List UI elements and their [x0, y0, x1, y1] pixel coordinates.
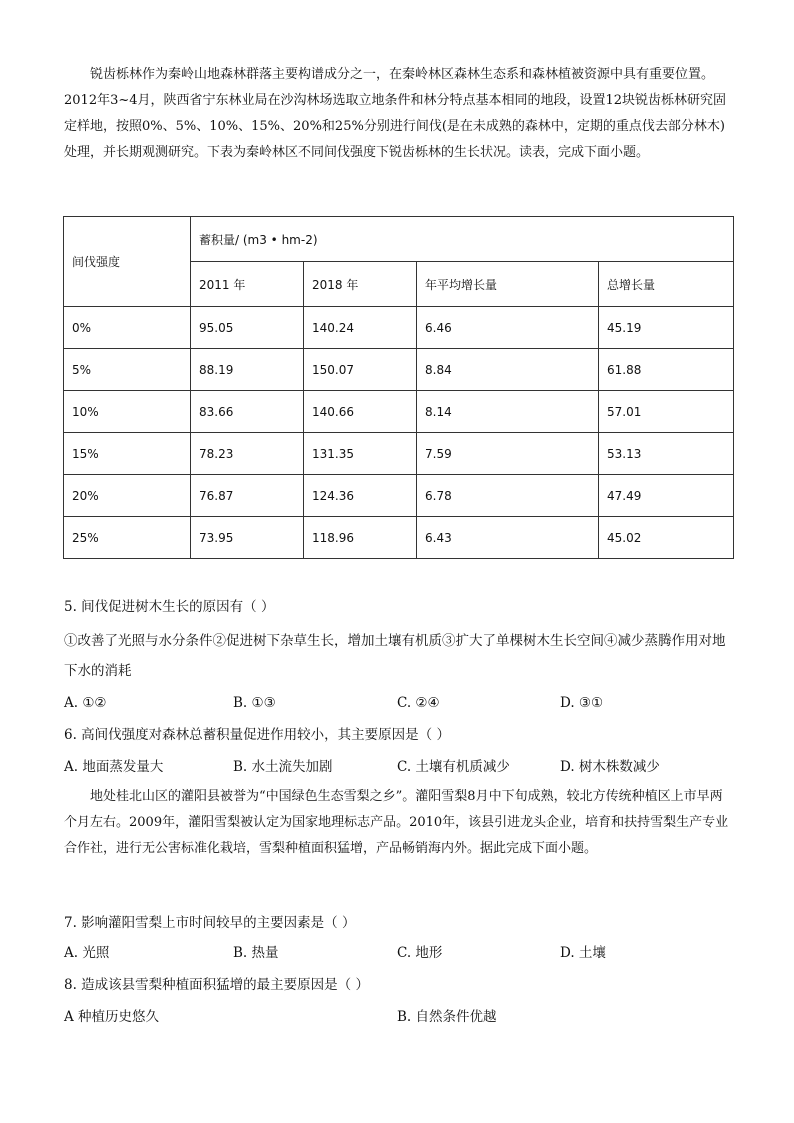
cell-annual: 8.84 — [417, 349, 599, 391]
cell-2011: 73.95 — [191, 517, 304, 559]
cell-annual: 6.78 — [417, 475, 599, 517]
question-8-options — [64, 1006, 734, 1028]
cell-2018: 131.35 — [304, 433, 417, 475]
question-8-stem: 8. 造成该县雪梨种植面积猛增的最主要原因是（ ） — [64, 977, 369, 993]
cell-intensity: 5% — [64, 349, 191, 391]
cell-intensity: 15% — [64, 433, 191, 475]
cell-total: 47.49 — [599, 475, 734, 517]
cell-total: 61.88 — [599, 349, 734, 391]
cell-total: 45.02 — [599, 517, 734, 559]
cell-intensity: 25% — [64, 517, 191, 559]
cell-2011: 83.66 — [191, 391, 304, 433]
cell-2011: 88.19 — [191, 349, 304, 391]
question-6-options — [64, 756, 734, 778]
question-5-stem: 5. 间伐促进树木生长的原因有（ ） — [64, 599, 275, 615]
q5-option-b[interactable]: B. ①③ — [233, 695, 276, 711]
table-row — [64, 307, 734, 349]
table-header-row — [64, 217, 734, 262]
table-row — [64, 391, 734, 433]
question-5-statements: ①改善了光照与水分条件②促进树下杂草生长，增加土壤有机质③扩大了单棵树木生长空间④减少蒸腾作用对地下水的消耗 — [64, 633, 726, 679]
question-7-stem: 7. 影响灌阳雪梨上市时间较早的主要因素是（ ） — [64, 915, 356, 931]
cell-intensity: 10% — [64, 391, 191, 433]
q6-option-b[interactable]: B. 水土流失加剧 — [233, 759, 333, 775]
header-annual-growth: 年平均增长量 — [417, 262, 599, 307]
header-total-growth: 总增长量 — [599, 262, 734, 307]
q5-option-c[interactable]: C. ②④ — [397, 695, 440, 711]
q6-option-a[interactable]: A. 地面蒸发量大 — [64, 759, 164, 775]
table-row — [64, 475, 734, 517]
cell-2018: 118.96 — [304, 517, 417, 559]
question-7-options — [64, 942, 734, 964]
intro-passage-pear: 地处桂北山区的灌阳县被誉为“中国绿色生态雪梨之乡”。灌阳雪梨8月中下旬成熟，较北方传统种植区上市早两个月左右。2009年，灌阳雪梨被认定为国家地理标志产品。2010年，该县引进龙头企业，培育和扶持雪梨生产专业合作社，进行无公害标准化栽培，雪梨种植面积猛增，产品畅销海内外。据此完成下面小题。 — [64, 789, 729, 856]
q8-option-b[interactable]: B. 自然条件优越 — [397, 1009, 497, 1025]
cell-total: 57.01 — [599, 391, 734, 433]
cell-total: 53.13 — [599, 433, 734, 475]
cell-2018: 124.36 — [304, 475, 417, 517]
cell-2018: 140.66 — [304, 391, 417, 433]
q7-option-d[interactable]: D. 土壤 — [560, 945, 606, 961]
header-2018: 2018 年 — [304, 262, 417, 307]
cell-total: 45.19 — [599, 307, 734, 349]
thinning-growth-table — [63, 216, 734, 559]
header-2011: 2011 年 — [191, 262, 304, 307]
question-5-options — [64, 692, 734, 714]
q5-option-d[interactable]: D. ③① — [560, 695, 604, 711]
q6-option-d[interactable]: D. 树木株数减少 — [560, 759, 660, 775]
cell-annual: 8.14 — [417, 391, 599, 433]
cell-2011: 95.05 — [191, 307, 304, 349]
cell-intensity: 20% — [64, 475, 191, 517]
cell-2011: 78.23 — [191, 433, 304, 475]
q7-option-b[interactable]: B. 热量 — [233, 945, 279, 961]
intro-passage-forest: 锐齿栎林作为秦岭山地森林群落主要构谱成分之一，在秦岭林区森林生态系和森林植被资源中具有重要位置。2012年3~4月，陕西省宁东林业局在沙沟林场选取立地条件和林分特点基本相同的地段，设置12块锐齿栎林研究固定样地，按照0%、5%、10%、15%、20%和25%分别进行间伐(是在未成熟的森林中，定期的重点伐去部分林木)处理，并长期观测研究。下表为秦岭林区不同间伐强度下锐齿栎林的生长状况。读表，完成下面小题。 — [64, 67, 727, 160]
q6-option-c[interactable]: C. 土壤有机质减少 — [397, 759, 510, 775]
cell-annual: 6.43 — [417, 517, 599, 559]
table-row — [64, 349, 734, 391]
question-6-stem: 6. 高间伐强度对森林总蓄积量促进作用较小，其主要原因是（ ） — [64, 727, 450, 743]
q8-option-a[interactable]: A 种植历史悠久 — [64, 1009, 160, 1025]
cell-annual: 6.46 — [417, 307, 599, 349]
header-thinning-intensity: 间伐强度 — [64, 217, 191, 307]
table-row — [64, 433, 734, 475]
cell-2018: 150.07 — [304, 349, 417, 391]
header-volume-group: 蓄积量/ (m3 • hm-2) — [191, 217, 734, 262]
cell-intensity: 0% — [64, 307, 191, 349]
table-row — [64, 517, 734, 559]
q7-option-a[interactable]: A. 光照 — [64, 945, 110, 961]
q7-option-c[interactable]: C. 地形 — [397, 945, 443, 961]
cell-2011: 76.87 — [191, 475, 304, 517]
cell-annual: 7.59 — [417, 433, 599, 475]
q5-option-a[interactable]: A. ①② — [64, 695, 107, 711]
cell-2018: 140.24 — [304, 307, 417, 349]
